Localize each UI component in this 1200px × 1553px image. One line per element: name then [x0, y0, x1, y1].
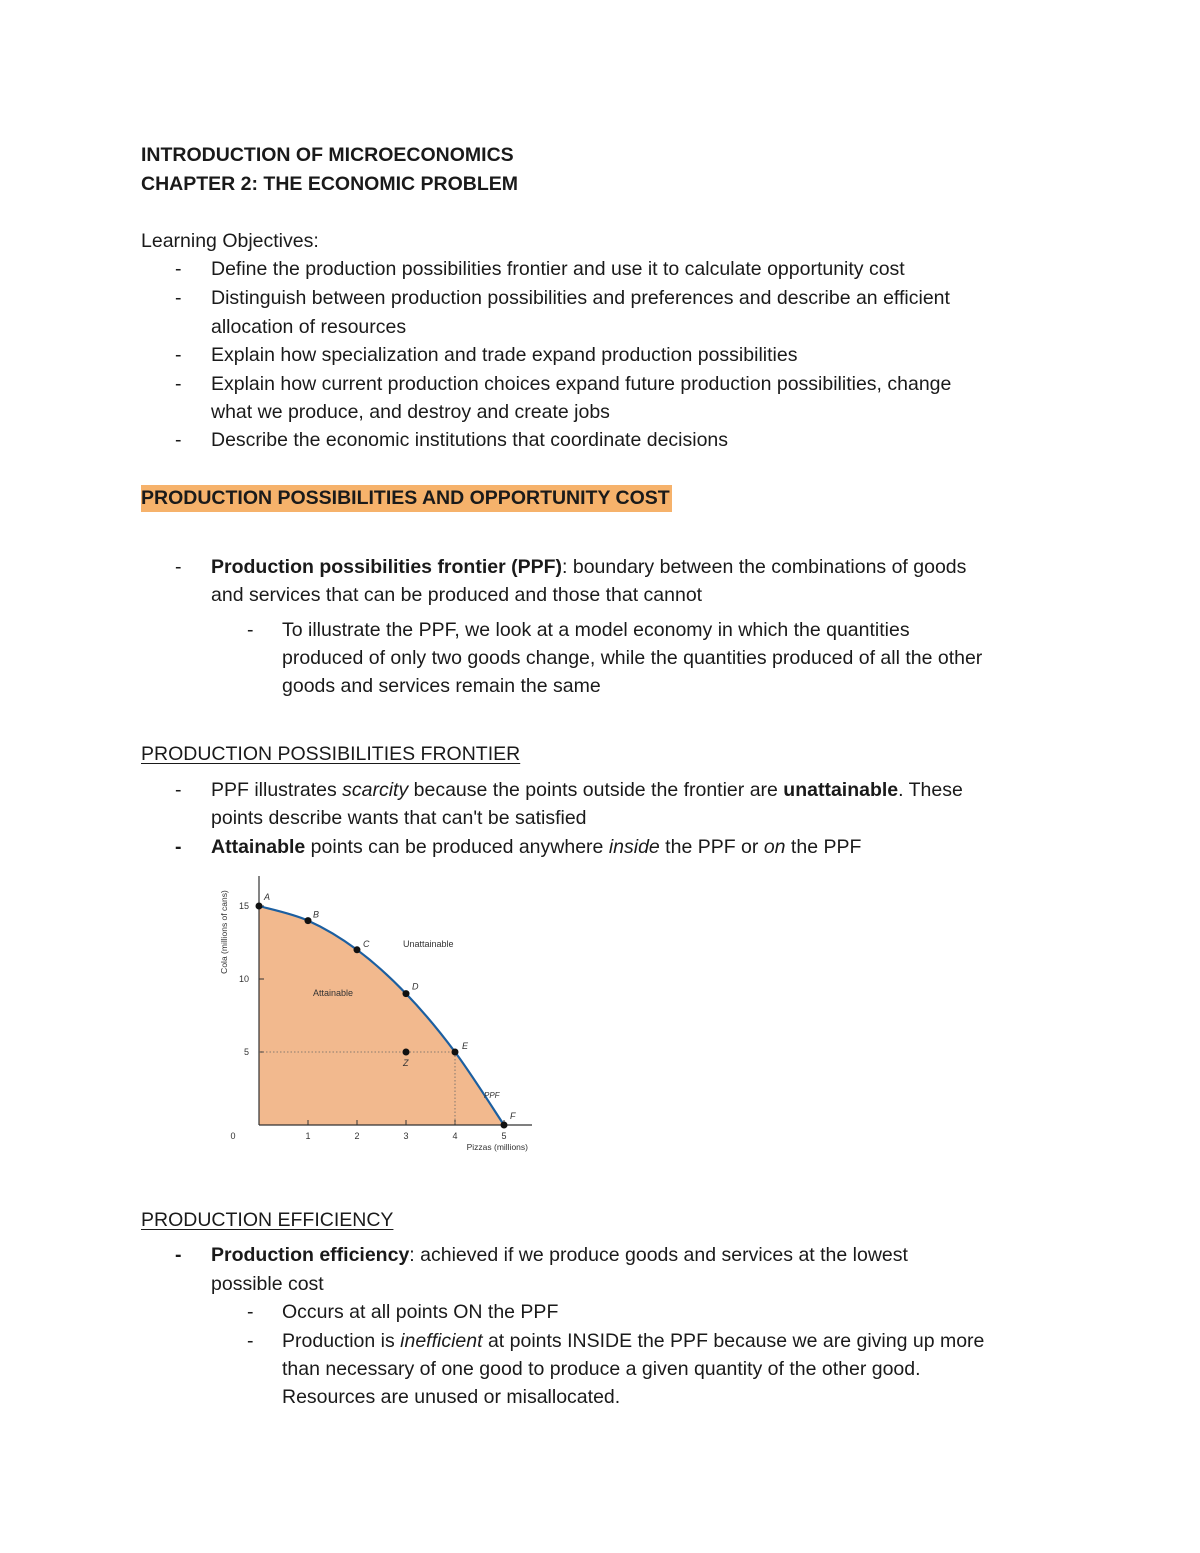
x-tick-label: 1 [305, 1131, 311, 1141]
efficiency-definition [211, 1241, 908, 1269]
point-label: E [462, 1041, 469, 1051]
point-label: F [510, 1111, 516, 1121]
objective-item: Describe the economic institutions that coordinate decisions [211, 429, 729, 451]
text-run-bold: unattainable [783, 779, 899, 801]
sub-bullet-text: produced of only two goods change, while the quantities produced of all the other [282, 647, 983, 669]
text-run-italic: inside [608, 836, 660, 858]
y-axis-label: Cola (millions of cans) [219, 890, 229, 974]
objective-item: Explain how current production choices expand future production possibilities, change [211, 373, 952, 395]
y-tick-label: 15 [238, 901, 249, 911]
bullet-dash: - [175, 287, 182, 309]
ppf-term: Production possibilities frontier (PPF) [211, 556, 563, 578]
efficiency-definition-continued: possible cost [211, 1273, 324, 1295]
objective-item: Explain how specialization and trade expand production possibilities [211, 344, 798, 366]
data-point [403, 1049, 410, 1056]
scarcity-bullet-continued: points describe wants that can't be satisfied [211, 807, 587, 829]
data-point [256, 903, 263, 910]
ppf-definition-text: : boundary between the combinations of goods [562, 556, 967, 578]
sub-bullet-text: Resources are unused or misallocated. [282, 1386, 621, 1408]
bullet-dash: - [175, 344, 182, 366]
x-tick-label: 0 [230, 1131, 236, 1141]
text-run: points can be produced anywhere [305, 836, 609, 858]
text-run-bold: Production efficiency [211, 1244, 410, 1266]
text-run-italic: inefficient [400, 1330, 483, 1352]
sub-bullet-dash: - [247, 619, 254, 641]
text-run: at points INSIDE the PPF because we are giving up more [482, 1330, 985, 1352]
x-tick-label: 5 [501, 1131, 507, 1141]
ppf-chart [215, 868, 545, 1158]
objective-item-continued: allocation of resources [211, 316, 407, 338]
heading-highlight: PRODUCTION POSSIBILITIES AND OPPORTUNITY COST [141, 485, 672, 512]
data-point [403, 990, 410, 997]
sub-bullet-text: Occurs at all points ON the PPF [282, 1301, 559, 1323]
text-run: the PPF or [659, 836, 764, 858]
bullet-dash: - [175, 1244, 182, 1266]
ppf-section-heading: PRODUCTION POSSIBILITIES FRONTIER [141, 743, 521, 765]
point-label: D [412, 981, 419, 992]
text-run-italic: scarcity [342, 779, 409, 801]
point-label: B [313, 909, 320, 920]
point-label: C [363, 938, 370, 949]
ppf-label: PPF [484, 1091, 500, 1100]
data-point [354, 946, 361, 953]
attainable-bullet [211, 833, 861, 861]
text-run: : achieved if we produce goods and services at the lowest [409, 1244, 908, 1266]
text-run: the PPF [785, 836, 862, 858]
bullet-dash: - [175, 779, 182, 801]
bullet-dash: - [175, 373, 182, 395]
learning-objectives-label: Learning Objectives: [141, 230, 319, 252]
bullet-dash: - [175, 556, 182, 578]
scarcity-bullet [211, 776, 963, 804]
point-label: Z [403, 1058, 409, 1068]
data-point [452, 1049, 459, 1056]
x-axis-label: Pizzas (millions) [466, 1142, 528, 1152]
text-run: PPF illustrates [211, 779, 343, 801]
data-point [305, 917, 312, 924]
section-heading-highlighted [141, 484, 672, 512]
sub-bullet-text: To illustrate the PPF, we look at a model economy in which the quantities [282, 619, 910, 641]
x-tick-label: 2 [354, 1131, 360, 1141]
x-tick-label: 4 [452, 1131, 458, 1141]
ppf-definition-continued: and services that can be produced and those that cannot [211, 584, 703, 606]
objective-item-continued: what we produce, and destroy and create jobs [211, 401, 610, 423]
x-tick-label: 3 [403, 1131, 409, 1141]
objective-item: Distinguish between production possibilities and preferences and describe an efficient [211, 287, 950, 309]
text-run: . These [898, 779, 963, 801]
y-tick-label: 5 [243, 1047, 249, 1057]
efficiency-section-heading: PRODUCTION EFFICIENCY [141, 1209, 394, 1231]
text-run: because the points outside the frontier are [408, 779, 784, 801]
chapter-title: CHAPTER 2: THE ECONOMIC PROBLEM [141, 173, 519, 195]
unattainable-label: Unattainable [403, 939, 454, 949]
data-point [501, 1122, 508, 1129]
bullet-dash: - [175, 429, 182, 451]
y-tick-label: 10 [238, 974, 249, 984]
text-run: Production is [282, 1330, 401, 1352]
attainable-region [259, 906, 504, 1125]
attainable-label: Attainable [313, 988, 354, 998]
sub-bullet-dash: - [247, 1301, 254, 1323]
text-run-italic: on [763, 836, 786, 858]
inefficient-bullet [282, 1327, 984, 1355]
course-title: INTRODUCTION OF MICROECONOMICS [141, 144, 514, 166]
objective-item: Define the production possibilities frontier and use it to calculate opportunity cost [211, 258, 905, 280]
bullet-dash: - [175, 836, 182, 858]
text-run-bold: Attainable [211, 836, 306, 858]
bullet-dash: - [175, 258, 182, 280]
sub-bullet-text: goods and services remain the same [282, 675, 601, 697]
sub-bullet-text: than necessary of one good to produce a given quantity of the other good. [282, 1358, 921, 1380]
sub-bullet-dash: - [247, 1330, 254, 1352]
ppf-definition [211, 553, 966, 581]
point-label: A [264, 892, 271, 902]
